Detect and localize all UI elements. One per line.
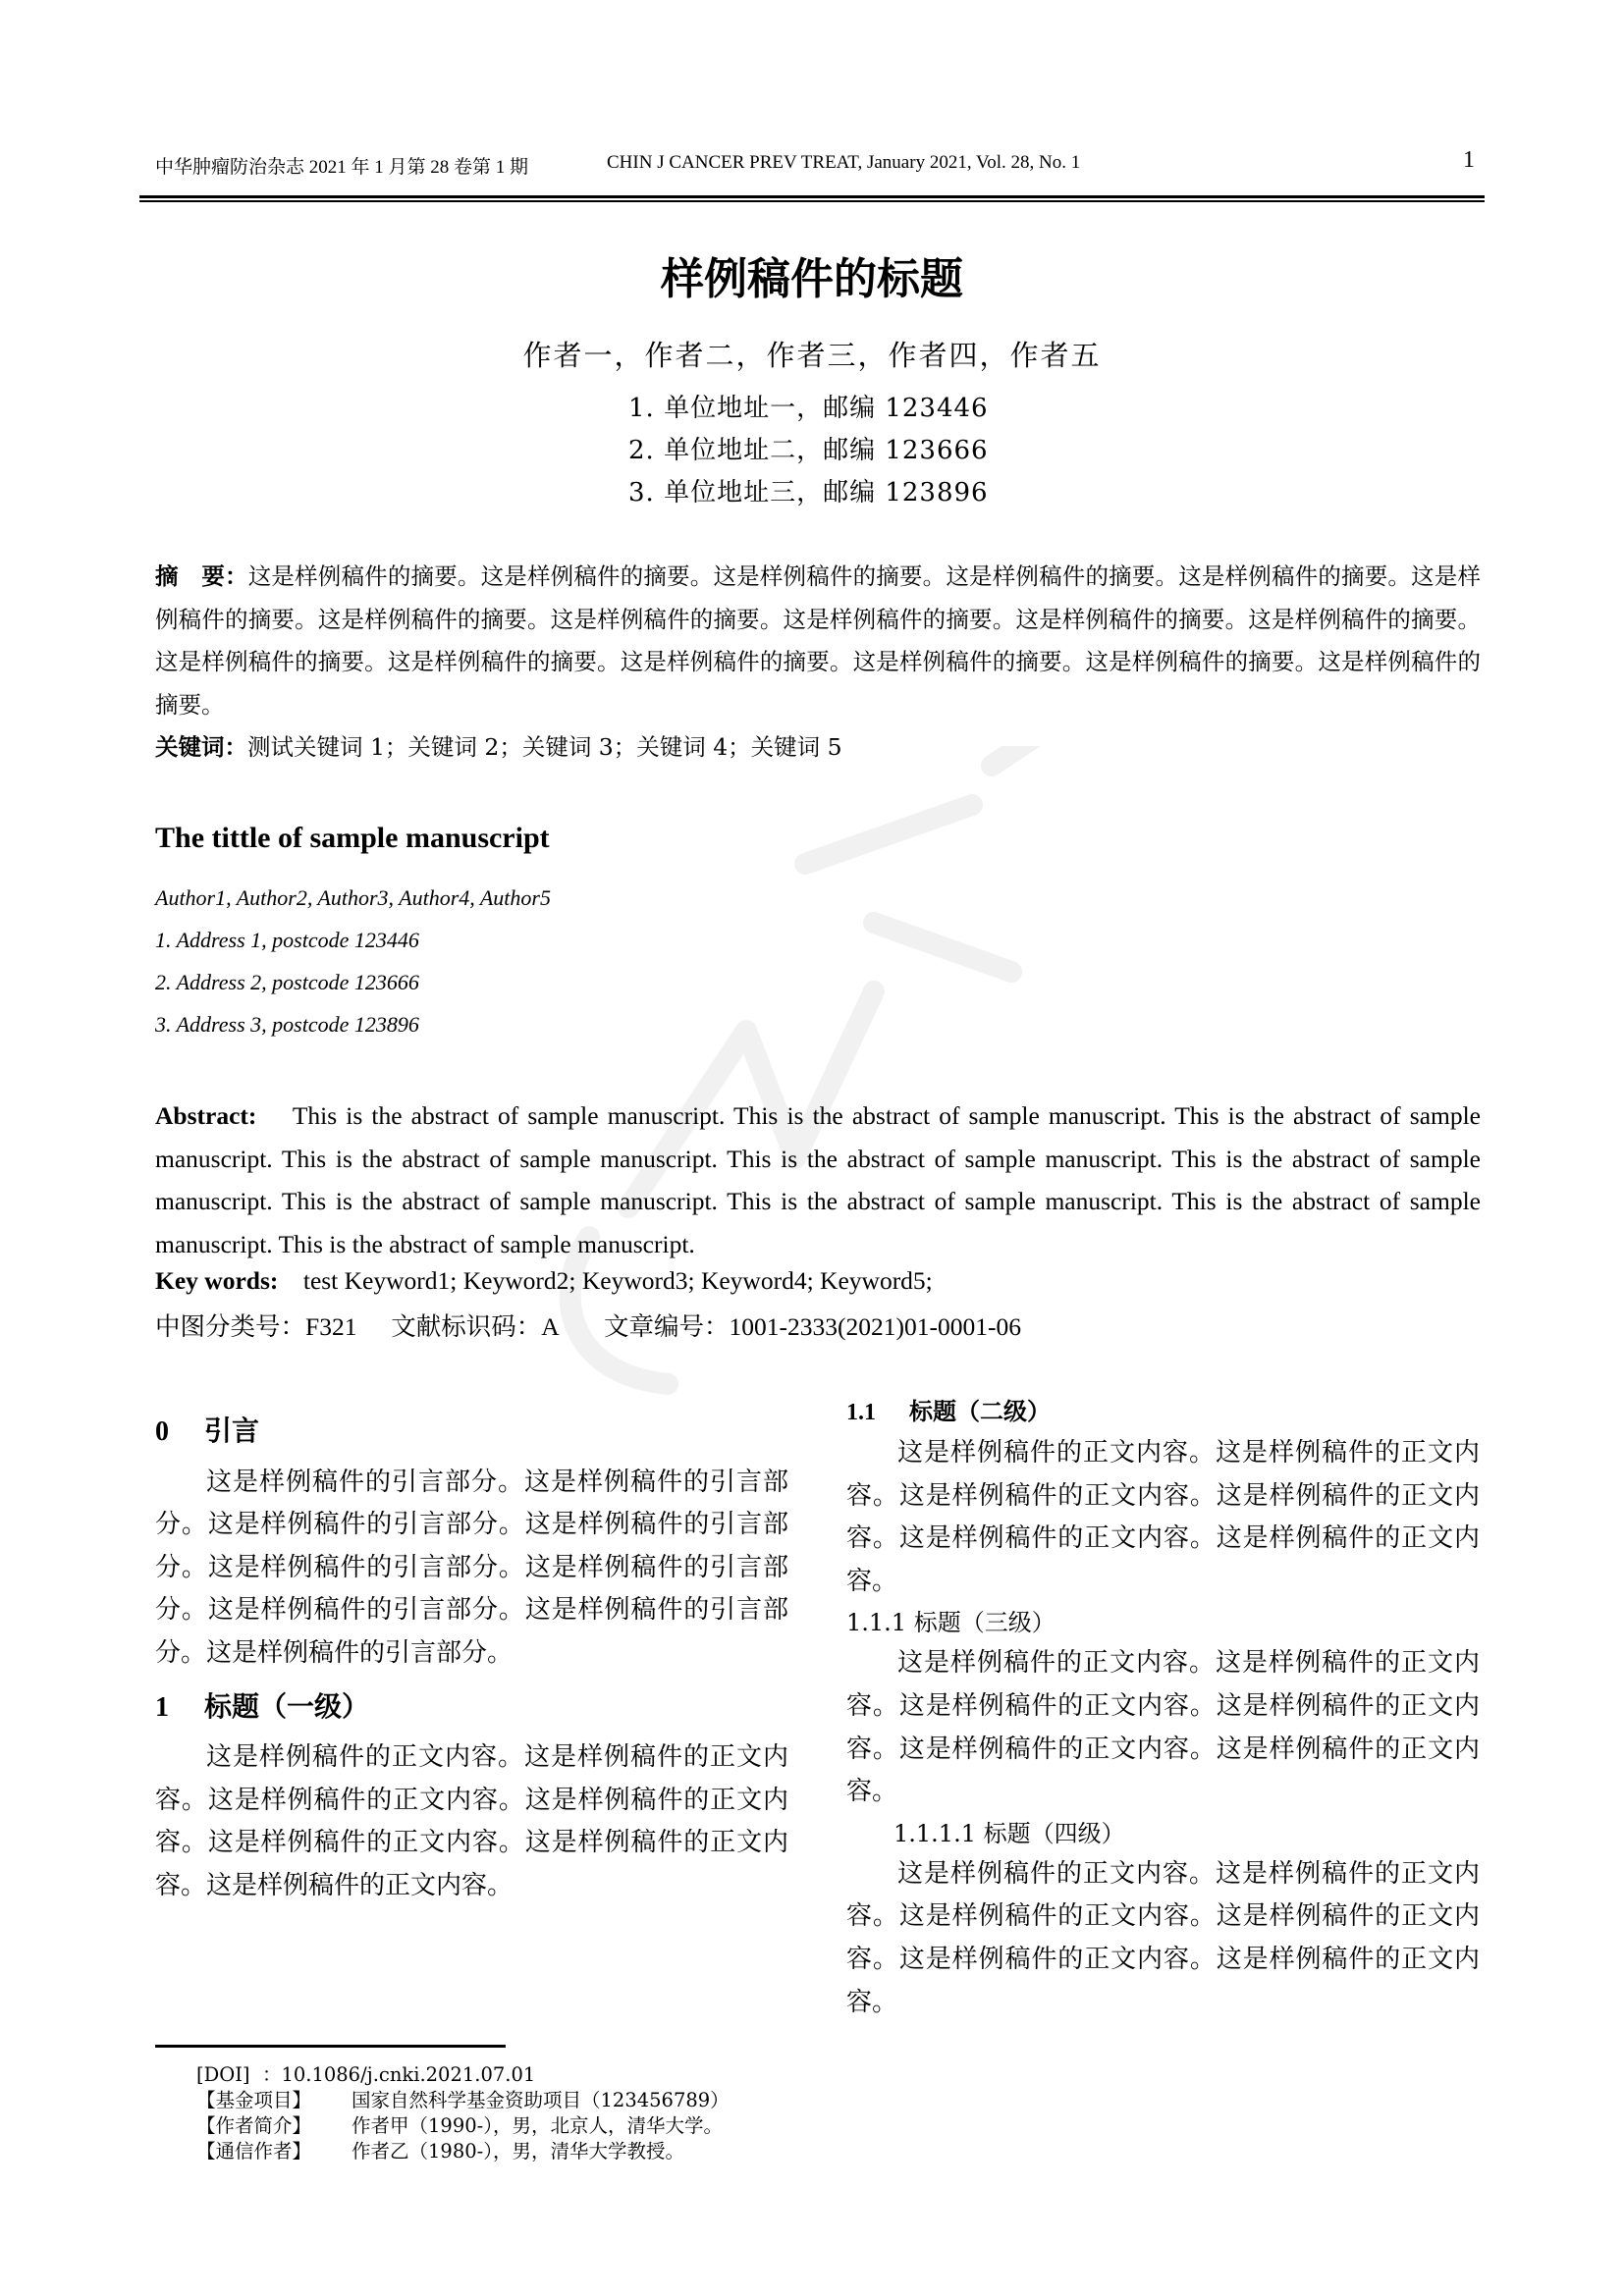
doc-code-label: 文献标识码： [391, 1312, 542, 1342]
footnote-fund [196, 2085, 730, 2112]
article-no-label: 文章编号： [603, 1312, 730, 1342]
section-1-1-1-paragraph: 这是样例稿件的正文内容。这是样例稿件的正文内容。这是样例稿件的正文内容。这是样例稿件的正文内容。这是样例稿件的正文内容。这是样例稿件的正文内容。 [846, 1648, 1480, 1807]
body-right-column [846, 1392, 1480, 2024]
clc-value: F321 [305, 1312, 357, 1341]
affiliation-en-2: 2. Address 2, postcode 123666 [155, 970, 419, 994]
section-1-1-paragraph: 这是样例稿件的正文内容。这是样例稿件的正文内容。这是样例稿件的正文内容。这是样例稿件的正文内容。这是样例稿件的正文内容。这是样例稿件的正文内容。 [846, 1438, 1480, 1596]
journal-header-en: CHIN J CANCER PREV TREAT, January 2021, Vol. 28, No. 1 [607, 152, 1081, 173]
authors-cn: 作者一，作者二，作者三，作者四，作者五 [522, 339, 1102, 372]
abstract-en-label: Abstract: [155, 1101, 257, 1130]
doi-label: [DOI] [196, 2063, 250, 2086]
section-title: 标题（二级） [909, 1398, 1051, 1425]
section-number: 0 [155, 1416, 169, 1447]
section-1-1-1-1-paragraph: 这是样例稿件的正文内容。这是样例稿件的正文内容。这是样例稿件的正文内容。这是样例稿件的正文内容。这是样例稿件的正文内容。这是样例稿件的正文内容。 [846, 1858, 1480, 2017]
bio-value: 作者甲（1990-），男，北京人，清华大学。 [352, 2114, 723, 2137]
watermark-k-stroke [805, 805, 1011, 972]
authors-en: Author1, Author2, Author3, Author4, Author5 [155, 885, 551, 910]
keywords-cn-label: 关键词： [155, 733, 247, 761]
keywords-en [155, 1266, 933, 1296]
corr-value: 作者乙（1980-），男，清华大学教授。 [352, 2140, 684, 2163]
bio-label: 【作者简介】 [196, 2114, 312, 2137]
section-heading-1-1-1-1 [846, 1814, 1480, 1853]
section-heading-0 [155, 1410, 788, 1454]
doi-value: ：10.1086/j.cnki.2021.07.01 [261, 2063, 536, 2086]
page-number: 1 [1463, 147, 1475, 173]
section-1-paragraph: 这是样例稿件的正文内容。这是样例稿件的正文内容。这是样例稿件的正文内容。这是样例稿件的正文内容。这是样例稿件的正文内容。这是样例稿件的正文内容。这是样例稿件的正文内容。 [155, 1742, 788, 1900]
article-no-value: 1001-2333(2021)01-0001-06 [729, 1312, 1021, 1341]
keywords-en-label: Key words: [155, 1266, 279, 1295]
footnote-corresponding [196, 2136, 684, 2163]
classification-line [155, 1308, 1021, 1343]
section-heading-1-1-1 [846, 1603, 1480, 1642]
section-heading-1 [155, 1685, 788, 1730]
section-heading-1-1 [846, 1392, 1480, 1432]
page-title-cn: 样例稿件的标题 [661, 254, 963, 304]
abstract-cn-text: 这是样例稿件的摘要。这是样例稿件的摘要。这是样例稿件的摘要。这是样例稿件的摘要。这是样例稿件的摘要。这是样例稿件的摘要。这是样例稿件的摘要。这是样例稿件的摘要。这是样例稿件的摘要。这是样例稿件的摘要。这是样例稿件的摘要。这是样例稿件的摘要。这是样例稿件的摘要。这是样例稿件的摘要。这是样例稿件的摘要。这是样例稿件的摘要。这是样例稿件的摘要。 [155, 562, 1481, 719]
keywords-cn [155, 726, 1481, 770]
abstract-en [155, 1095, 1481, 1265]
fund-label: 【基金项目】 [196, 2089, 312, 2111]
section-0-paragraph: 这是样例稿件的引言部分。这是样例稿件的引言部分。这是样例稿件的引言部分。这是样例稿件的引言部分。这是样例稿件的引言部分。这是样例稿件的引言部分。这是样例稿件的引言部分。这是样例稿件的引言部分。这是样例稿件的引言部分。 [155, 1467, 788, 1668]
keywords-en-text: test Keyword1; Keyword2; Keyword3; Keyword4; Keyword5; [302, 1266, 933, 1295]
affiliation-cn-3: 3. 单位地址三，邮编 123896 [628, 478, 989, 507]
fund-value: 国家自然科学基金资助项目（123456789） [352, 2089, 730, 2111]
page-title-en: The tittle of sample manuscript [155, 822, 550, 854]
clc-label: 中图分类号： [155, 1312, 306, 1342]
header-rule-thin [139, 200, 1485, 202]
corr-label: 【通信作者】 [196, 2140, 312, 2163]
section-number: 1.1.1.1 [893, 1819, 976, 1847]
doc-code-value: A [541, 1312, 559, 1341]
body-left-column [155, 1410, 788, 1908]
section-number: 1.1 [846, 1400, 876, 1425]
abstract-cn [155, 556, 1481, 726]
journal-header-cn: 中华肿瘤防治杂志 2021 年 1 月第 28 卷第 1 期 [155, 157, 529, 178]
section-title: 引言 [204, 1415, 260, 1447]
section-title: 标题（一级） [204, 1689, 370, 1723]
header-rule-thick [139, 195, 1485, 198]
keywords-cn-text: 测试关键词 1；关键词 2；关键词 3；关键词 4；关键词 5 [247, 733, 842, 761]
abstract-cn-label: 摘 要： [155, 562, 248, 590]
affiliation-cn-1: 1. 单位地址一，邮编 123446 [628, 394, 989, 423]
affiliation-cn-2: 2. 单位地址二，邮编 123666 [628, 436, 989, 465]
section-number: 1 [155, 1691, 169, 1723]
section-title: 标题（三级） [913, 1609, 1056, 1637]
footnote-bio [196, 2110, 723, 2138]
section-title: 标题（四级） [983, 1819, 1125, 1847]
affiliation-en-3: 3. Address 3, postcode 123896 [155, 1012, 419, 1037]
footnote-rule [155, 2045, 506, 2048]
abstract-en-text: This is the abstract of sample manuscript. This is the abstract of sample manuscript. This is the abstract of sample manuscript. This is the abstract of sample manuscript. This is the abstract of sample manuscript. This is the abstract of sample manuscript. This is the abstract of sample manuscript. This is the abstract of sample manuscript. This is the abstract of sample manuscript. This is the abstract of sample manuscript. [155, 1101, 1481, 1258]
section-number: 1.1.1 [846, 1609, 907, 1637]
affiliation-en-1: 1. Address 1, postcode 123446 [155, 928, 419, 952]
footnote-doi [196, 2059, 535, 2087]
